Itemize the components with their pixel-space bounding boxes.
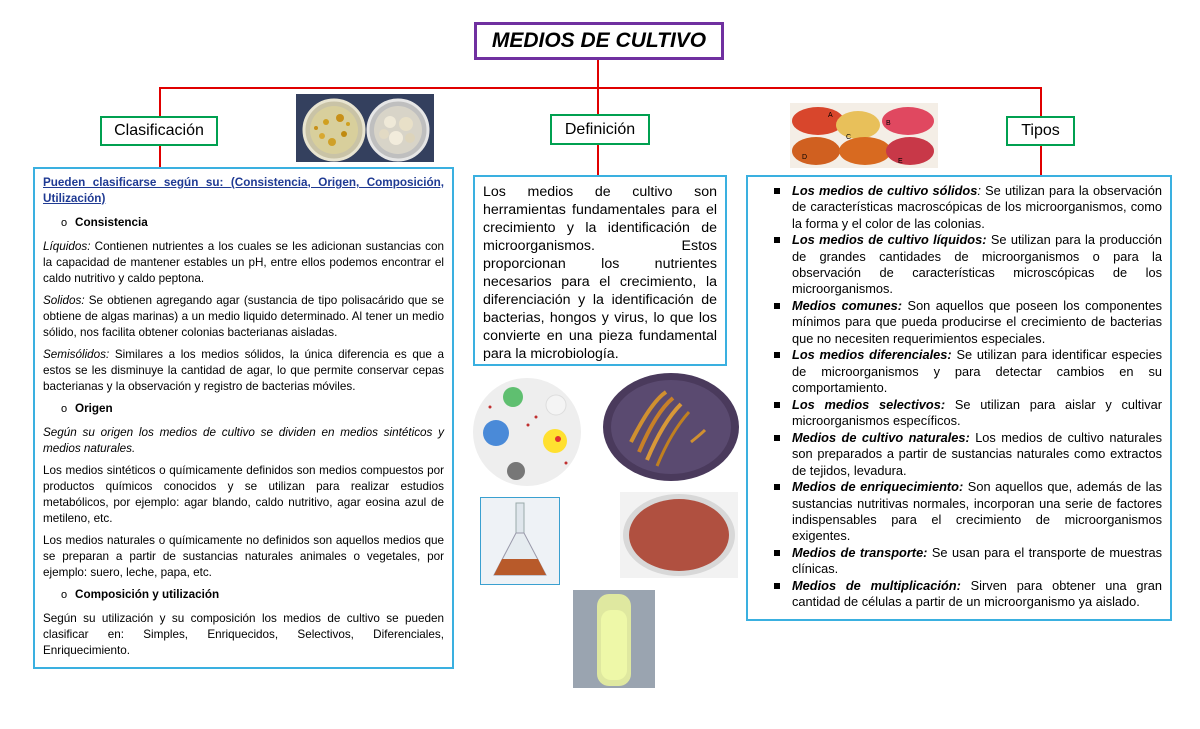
square-bullet-icon (774, 402, 780, 408)
circle-bullet-icon: o (61, 403, 68, 415)
connector-mid-down (597, 87, 599, 115)
clasificacion-panel (33, 167, 454, 669)
list-item (756, 430, 1162, 479)
list-item (756, 397, 1162, 430)
origen-paragraph-2: Los medios sintéticos o químicamente definidos son medios compuestos por productos químicos conocidos y se utilizan para realizar estudios metabólicos, por ejemplo: agar blando, caldo nutritivo, agar eosina azul de metileno, etc. (43, 464, 444, 525)
tipo-term: Medios comunes: (792, 298, 903, 314)
subheading-origen (61, 401, 444, 417)
plate-label-a: A (828, 112, 833, 119)
composicion-paragraph: Según su utilización y su composición los medios de cultivo se pueden clasificar en: Simples, Enriquecidos, Selectivos, Diferenciales, Enriquecimiento. (43, 612, 444, 657)
test-tube-illustration (573, 590, 655, 688)
tipos-panel (746, 175, 1172, 621)
tipo-text: Se utilizan para la observación de características macroscópicas de los microorganismos, como la forma y el color de las colonias. (792, 183, 1162, 231)
culture-diagram-illustration (470, 375, 585, 490)
square-bullet-icon (774, 550, 780, 556)
tipo-text: Se utilizan para aislar y cultivar microorganismos específicos. (792, 396, 1162, 429)
origen-paragraph-1: Según su origen los medios de cultivo se dividen en medios sintéticos y medios naturales. (43, 426, 444, 455)
origen-paragraph-3: Los medios naturales o químicamente no definidos son aquellos medios que se preparan a partir de sustancias naturales animales o vegetales, por ejemplo: suero, leche, papa, etc. (43, 534, 444, 579)
list-item (756, 578, 1162, 611)
liquidos-term: Líquidos: (43, 240, 91, 253)
square-bullet-icon (774, 352, 780, 358)
tipo-text: Se usan para el transporte de muestras clínicas. (792, 545, 1162, 577)
plate-label-d: D (802, 154, 808, 161)
circle-bullet-icon: o (61, 217, 68, 229)
tipo-term: Medios de multiplicación: (792, 578, 961, 594)
connector-horizontal (159, 87, 1042, 89)
tipo-term: Medios de cultivo naturales: (792, 429, 970, 445)
solidos-text: Se obtienen agregando agar (sustancia de tipo polisacárido que se obtiene de algas marinas) a un medio liquido determinado. Al tener un medio sólido, nos facilita obtener colonias bacterianas aisladas. (43, 294, 444, 339)
subheading-composicion (61, 587, 444, 603)
tipo-sep: : (977, 183, 981, 198)
list-item (756, 545, 1162, 578)
labeled-plates-photo (790, 103, 938, 168)
tipo-text: Sirven para obtener una gran cantidad de células a partir de un microorganismo ya aislado. (792, 578, 1162, 610)
blood-agar-illustration (620, 492, 738, 578)
streak-plate-photo (601, 372, 741, 482)
composicion-heading: Composición y utilización (75, 588, 220, 601)
consistencia-heading: Consistencia (75, 216, 148, 229)
square-bullet-icon (774, 237, 780, 243)
plate-label-b: B (886, 120, 891, 127)
list-item (756, 232, 1162, 297)
list-item (756, 479, 1162, 544)
petri-dishes-illustration (296, 94, 434, 162)
plate-label-e: E (898, 158, 903, 165)
liquidos-text: Contienen nutrientes a los cuales se les adicionan sustancias con la capacidad de mantener estables un pH, entre ellos podemos encontrar el caldo nutritivo y caldo peptona. (43, 240, 444, 285)
semisolidos-text: Similares a los medios sólidos, la única diferencia es que a estos se les disminuye la cantidad de agar, lo que permite conservar cepas bacterianas y la observación y registro de bacterias móviles. (43, 348, 444, 393)
tipo-term: Los medios de cultivo sólidos (792, 183, 978, 198)
tipo-text: Se utilizan para la producción de grandes cantidades de microorganismos o para la observación de características microscópicas de los microorganismos. (792, 232, 1162, 297)
definicion-text: Los medios de cultivo son herramientas fundamentales para el crecimiento y la identificación de microorganismos. Estos proporcionan los nutrientes necesarios para el crecimiento, la diferenciación y la identificación de bacterias, hongos y virus, lo que los convierte en una pieza fundamental para la microbiología. (483, 184, 717, 362)
connector-right-down (1040, 87, 1042, 117)
culture-diagram-photo (470, 375, 585, 490)
label-clasificacion (100, 116, 218, 146)
flask-illustration (480, 497, 560, 585)
semisolidos-term: Semisólidos: (43, 348, 110, 361)
connector-right-lower (1040, 145, 1042, 176)
blood-agar-photo (620, 492, 738, 578)
connector-left-lower (159, 145, 161, 168)
semisolidos-paragraph (43, 347, 444, 395)
square-bullet-icon (774, 303, 780, 309)
square-bullet-icon (774, 435, 780, 441)
solidos-term: Solidos: (43, 294, 85, 307)
connector-mid-lower (597, 145, 599, 176)
tipo-text: Se utilizan para identificar especies de microorganismos y para detectar cambios en su comportamiento. (792, 347, 1163, 396)
tipo-term: Medios de transporte: (792, 545, 928, 561)
label-tipos (1006, 116, 1075, 146)
list-item (756, 183, 1162, 232)
connector-title-down (597, 60, 599, 88)
list-item (756, 298, 1162, 347)
test-tube-photo (573, 590, 655, 688)
definicion-panel (473, 175, 727, 366)
circle-bullet-icon: o (61, 589, 68, 601)
label-clasificacion-text: Clasificación (114, 122, 204, 139)
tipo-term: Los medios selectivos: (792, 396, 946, 412)
title-text: MEDIOS DE CULTIVO (491, 29, 707, 52)
subheading-consistencia (61, 215, 444, 231)
flask-photo (480, 497, 560, 585)
diagram-title (474, 22, 724, 60)
labeled-plates-illustration (790, 103, 938, 168)
square-bullet-icon (774, 188, 780, 194)
solidos-paragraph (43, 293, 444, 341)
list-item (756, 347, 1162, 396)
liquidos-paragraph (43, 239, 444, 287)
tipo-term: Los medios de cultivo líquidos: (792, 232, 987, 248)
label-definicion (550, 114, 650, 145)
plate-label-c: C (846, 134, 852, 141)
square-bullet-icon (774, 583, 780, 589)
connector-left-down (159, 87, 161, 117)
tipo-term: Los medios diferenciales: (792, 347, 952, 363)
tipo-text: Son aquellos que, además de las sustancias nutritivas normales, incorporan una serie de factores indispensables para el crecimiento de microorganismos exigentes. (792, 479, 1163, 544)
tipos-list (756, 183, 1162, 611)
label-definicion-text: Definición (564, 120, 636, 138)
streak-plate-illustration (601, 372, 741, 482)
tipo-text: Los medios de cultivo naturales son preparados a partir de sustancias naturales como extractos de tejidos, levadura. (792, 429, 1162, 478)
square-bullet-icon (774, 484, 780, 490)
tipo-term: Medios de enriquecimiento: (792, 479, 964, 495)
tipo-text: Son aquellos que poseen los componentes mínimos para que pueda producirse el crecimiento de bacterias que no necesiten requerimientos especiales. (792, 298, 1162, 346)
clasificacion-intro: Pueden clasificarse según su: (Consistencia, Origen, Composición, Utilización) (43, 176, 444, 205)
petri-dishes-photo (296, 94, 434, 162)
origen-heading: Origen (75, 402, 113, 415)
label-tipos-text: Tipos (1021, 122, 1060, 139)
